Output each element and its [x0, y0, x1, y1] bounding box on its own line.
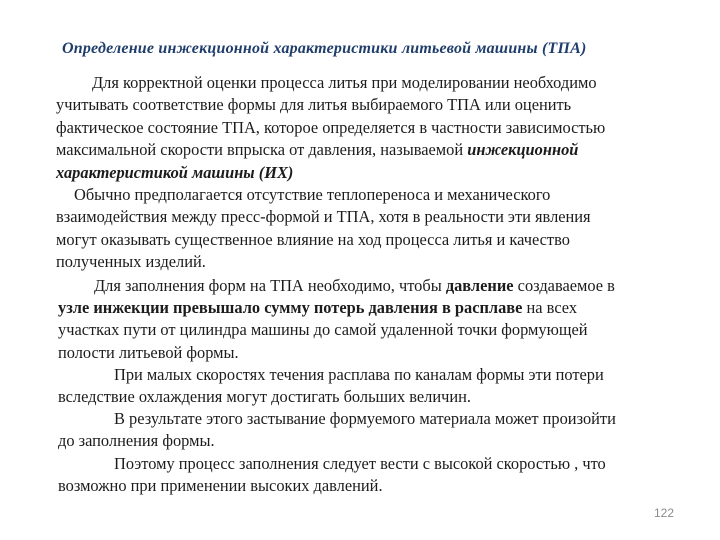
paragraph-1-emphasis: инжекционной [467, 140, 579, 160]
paragraph-1-line-1: Для корректной оценки процесса литья при моделировании необходимо [92, 73, 597, 92]
paragraph-1-line-5: характеристикой машины (ИХ) [56, 162, 294, 182]
paragraph-3-line-2-tail: на всех [522, 298, 578, 318]
paragraph-4-line-2: вследствие охлаждения могут достигать больших величин. [58, 387, 471, 407]
paragraph-2-line-2: взаимодействия между пресс-формой и ТПА, хотя в реальности эти явления [56, 207, 591, 227]
paragraph-4-line-1: При малых скоростях течения расплава по каналам формы эти потери [114, 364, 604, 384]
paragraph-3-line-4: полости литьевой формы. [58, 342, 239, 362]
paragraph-3-line-1-tail: создаваемое в [513, 276, 615, 295]
paragraph-2-line-3: могут оказывать существенное влияние на ход процесса литья и качество [56, 229, 570, 249]
paragraph-1-line-4-text: максимальной скорости впрыска от давления, называемой [56, 140, 468, 160]
page-number: 122 [654, 506, 675, 520]
paragraph-2-line-4: полученных изделий. [56, 252, 206, 272]
paragraph-3-line-1-text: Для заполнения форм на ТПА необходимо, чтобы [94, 276, 446, 295]
text-block-lower [58, 275, 698, 497]
paragraph-3-bold-pressure: давление [445, 276, 514, 295]
paragraph-3-line-3: участках пути от цилиндра машины до самой удаленной точки формующей [58, 320, 588, 340]
paragraph-6-line-2: возможно при применении высоких давлений. [58, 475, 383, 495]
paragraph-3-line-2 [58, 297, 698, 319]
paragraph-1-line-2: учитывать соответствие формы для литья выбираемого ТПА или оценить [56, 95, 572, 115]
paragraph-3-bold-statement: узле инжекции превышало сумму потерь давления в расплаве [58, 298, 523, 318]
paragraph-3-line-1 [58, 275, 698, 297]
paragraph-2-line-1: Обычно предполагается отсутствие теплопереноса и механического [74, 185, 551, 205]
paragraph-1-line-3: фактическое состояние ТПА, которое определяется в частности зависимостью [56, 117, 606, 137]
paragraph-1-line-4 [56, 139, 696, 161]
paragraph-6-line-1: Поэтому процесс заполнения следует вести с высокой скоростью , что [114, 453, 606, 473]
text-block-upper [56, 72, 696, 274]
paragraph-5-line-2: до заполнения формы. [58, 431, 215, 451]
paragraph-5-line-1: В результате этого застывание формуемого материала может произойти [114, 409, 616, 429]
slide-title: Определение инжекционной характеристики литьевой машины (ТПА) [62, 40, 587, 57]
